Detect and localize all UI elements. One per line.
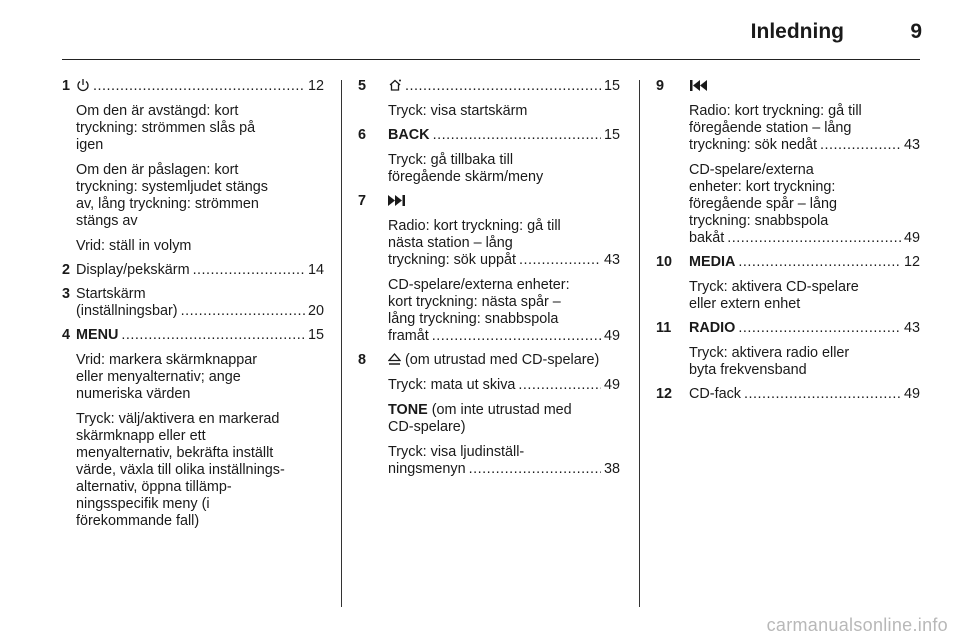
page-ref: 43 xyxy=(903,320,920,336)
description: Tryck: aktivera CD-spelare eller extern enhet xyxy=(689,279,859,312)
entry-label: MEDIA xyxy=(689,254,736,270)
page-number: 9 xyxy=(910,20,922,43)
entry-number: 2 xyxy=(62,262,71,278)
page-ref: 14 xyxy=(307,262,324,278)
entry-number: 8 xyxy=(358,352,367,368)
previous-track-icon xyxy=(689,79,707,92)
entry-2 xyxy=(62,262,324,279)
page-title: Inledning xyxy=(750,20,844,43)
entry-10 xyxy=(656,254,920,313)
entry-9 xyxy=(656,78,920,247)
entry-number: 7 xyxy=(358,193,367,209)
page-ref: 15 xyxy=(603,127,620,143)
tone-label: TONE xyxy=(388,402,428,418)
description: Tryck: visa ljudinställ- xyxy=(388,444,525,460)
page-ref: 43 xyxy=(603,252,620,268)
description: tryckning: sök uppåt xyxy=(388,252,516,268)
power-icon xyxy=(76,78,90,92)
description: Radio: kort tryckning: gå till nästa station – lång xyxy=(388,218,561,251)
page-ref: 20 xyxy=(307,303,324,319)
entry-number: 6 xyxy=(358,127,367,143)
description: Vrid: ställ in volym xyxy=(76,238,192,254)
description: Radio: kort tryckning: gå till föregående station – lång xyxy=(689,103,862,136)
column-3 xyxy=(656,78,920,403)
next-track-icon xyxy=(388,194,406,207)
column-1 xyxy=(62,78,324,530)
entry-8 xyxy=(358,352,620,478)
entry-label: Startskärm xyxy=(76,286,146,302)
entry-number: 11 xyxy=(656,320,672,336)
description: CD-spelare/externa enheter: kort tryckning: föregående spår – lång tryckning: snabbspola xyxy=(689,162,838,229)
page-ref: 49 xyxy=(903,230,920,246)
entry-11 xyxy=(656,320,920,379)
entry-label: RADIO xyxy=(689,320,736,336)
entry-label: MENU xyxy=(76,327,119,343)
entry-12 xyxy=(656,386,920,403)
description: tryckning: sök nedåt xyxy=(689,137,817,153)
description: framåt xyxy=(388,328,429,344)
home-icon xyxy=(388,78,402,92)
entry-number: 12 xyxy=(656,386,673,402)
watermark: carmanualsonline.info xyxy=(766,615,948,635)
entry-7 xyxy=(358,193,620,345)
eject-icon xyxy=(388,353,401,366)
entry-label: (inställningsbar) xyxy=(76,303,178,319)
header-rule xyxy=(62,59,920,60)
description: Tryck: välj/aktivera en markerad skärmknapp eller ett menyalternativ, bekräfta inställt värde, växla till olika inställnings-alternativ, öppna tillämp-ningsspecifik meny (i förekommande fall) xyxy=(76,411,285,529)
entry-label: BACK xyxy=(388,127,430,143)
entry-number: 9 xyxy=(656,78,665,94)
description: (om inte utrustad med CD-spelare) xyxy=(388,402,572,435)
page-header xyxy=(0,0,960,60)
description: CD-spelare/externa enheter: kort tryckning: nästa spår – lång tryckning: snabbspola xyxy=(388,277,570,327)
column-divider-2 xyxy=(639,80,640,607)
entry-3 xyxy=(62,286,324,320)
page-ref: 49 xyxy=(903,386,920,402)
entry-number: 4 xyxy=(62,327,71,343)
page-ref: 12 xyxy=(903,254,920,270)
description: Tryck: aktivera radio eller byta frekvensband xyxy=(689,345,850,378)
page-ref: 12 xyxy=(307,78,324,94)
description: Tryck: mata ut skiva xyxy=(388,377,516,393)
page-ref: 15 xyxy=(603,78,620,94)
entry-5 xyxy=(358,78,620,120)
description: Om den är avstängd: kort tryckning: strömmen slås på igen xyxy=(76,103,256,153)
description: bakåt xyxy=(689,230,725,246)
entry-1 xyxy=(62,78,324,255)
description: Tryck: gå tillbaka till föregående skärm/meny xyxy=(388,152,544,185)
entry-label: Display/pekskärm xyxy=(76,262,190,278)
entry-number: 3 xyxy=(62,286,71,302)
column-2 xyxy=(358,78,620,478)
column-divider-1 xyxy=(341,80,342,607)
description: Vrid: markera skärmknappar eller menyalternativ; ange numeriska värden xyxy=(76,352,258,402)
entry-4 xyxy=(62,327,324,530)
page-ref: 15 xyxy=(307,327,324,343)
page-ref: 49 xyxy=(603,377,620,393)
entry-number: 5 xyxy=(358,78,367,94)
entry-6 xyxy=(358,127,620,186)
page-ref: 38 xyxy=(603,461,620,477)
description: Om den är påslagen: kort tryckning: systemljudet stängs av, lång tryckning: strömmen stängs av xyxy=(76,162,268,229)
page-ref: 49 xyxy=(603,328,620,344)
entry-label: CD-fack xyxy=(689,386,741,402)
entry-number: 10 xyxy=(656,254,673,270)
entry-label: (om utrustad med CD-spelare) xyxy=(405,352,600,368)
page-ref: 43 xyxy=(903,137,920,153)
description: ningsmenyn xyxy=(388,461,466,477)
description: Tryck: visa startskärm xyxy=(388,103,528,119)
entry-number: 1 xyxy=(62,78,71,94)
